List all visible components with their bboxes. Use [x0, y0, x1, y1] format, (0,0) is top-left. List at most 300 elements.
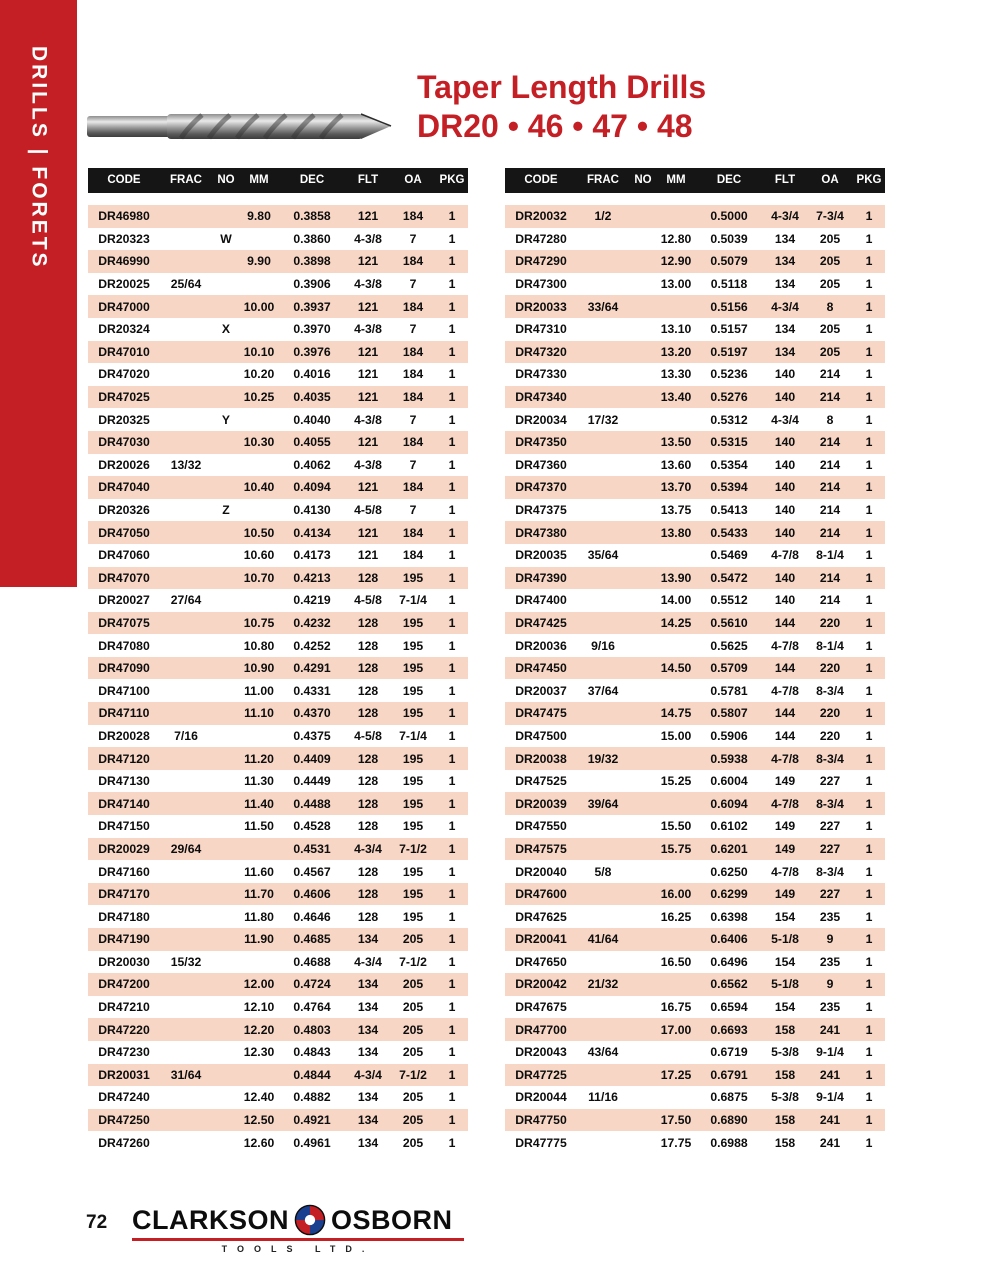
cell-flt: 4-3/8: [354, 457, 382, 472]
cell-frac: 29/64: [170, 841, 202, 856]
brand-wordmark: [132, 1204, 464, 1236]
cell-flt: 128: [357, 706, 379, 721]
cell-code: DR20029: [98, 841, 150, 856]
cell-code: DR47550: [515, 819, 567, 834]
cell-flt: 4-3/8: [354, 322, 382, 337]
cell-code: DR47575: [515, 841, 567, 856]
cell-code: DR47330: [515, 367, 567, 382]
cell-code: DR47210: [98, 1000, 150, 1015]
cell-mm: [240, 1064, 278, 1087]
cell-oa: 184: [402, 548, 424, 563]
table-row: [88, 860, 468, 883]
cell-dec: 0.5906: [710, 728, 748, 743]
table-row: [505, 499, 885, 522]
cell-frac: [160, 250, 212, 273]
cell-mm: [657, 973, 695, 996]
cell-code: DR20325: [98, 412, 150, 427]
cell-code: DR20044: [515, 1090, 567, 1105]
cell-oa: 7: [409, 322, 417, 337]
tables-area: [88, 168, 885, 1154]
cell-pkg: 1: [865, 457, 873, 472]
cell-oa: 195: [402, 864, 424, 879]
cell-frac: [160, 408, 212, 431]
drill-table-left: [88, 168, 468, 1154]
cell-code: DR47180: [98, 909, 150, 924]
table-row: [88, 318, 468, 341]
table-row: [88, 341, 468, 364]
cell-code: DR47310: [515, 322, 567, 337]
cell-dec: 0.4606: [293, 887, 331, 902]
cell-mm: [657, 544, 695, 567]
cell-oa: 7: [409, 277, 417, 292]
cell-pkg: 1: [865, 503, 873, 518]
cell-pkg: 1: [448, 367, 456, 382]
cell-frac: [577, 431, 629, 454]
cell-frac: [160, 499, 212, 522]
cell-mm: 13.10: [660, 322, 692, 337]
cell-flt: 128: [357, 570, 379, 585]
cell-mm: 11.90: [244, 932, 274, 947]
cell-no: X: [221, 322, 231, 337]
cell-oa: 220: [819, 615, 841, 630]
cell-oa: 214: [819, 367, 841, 382]
table-row: [505, 567, 885, 590]
cell-pkg: 1: [865, 593, 873, 608]
cell-code: DR47170: [98, 887, 150, 902]
cell-flt: 140: [774, 367, 796, 382]
cell-flt: 4-3/4: [771, 299, 799, 314]
cell-pkg: 1: [448, 457, 456, 472]
cell-flt: 4-7/8: [771, 751, 799, 766]
cell-dec: 0.5312: [710, 412, 748, 427]
cell-frac: [160, 1131, 212, 1154]
cell-frac: [577, 951, 629, 974]
cell-flt: 134: [357, 1000, 379, 1015]
table-row: [88, 679, 468, 702]
cell-oa: 205: [819, 277, 841, 292]
cell-frac: [160, 883, 212, 906]
cell-no: [629, 951, 657, 974]
cell-code: DR47350: [515, 435, 567, 450]
table-row: [88, 973, 468, 996]
cell-no: [629, 318, 657, 341]
cell-no: [629, 205, 657, 228]
cell-pkg: 1: [865, 909, 873, 924]
cell-no: [212, 544, 240, 567]
cell-oa: 9-1/4: [816, 1045, 844, 1060]
cell-frac: 27/64: [170, 593, 202, 608]
cell-code: DR47280: [515, 231, 567, 246]
cell-flt: 4-3/4: [354, 841, 382, 856]
cell-mm: [657, 928, 695, 951]
cell-no: [629, 792, 657, 815]
drill-bit-image: [85, 104, 393, 148]
cell-dec: 0.4134: [293, 525, 331, 540]
cell-pkg: 1: [865, 841, 873, 856]
cell-frac: [577, 815, 629, 838]
cell-oa: 205: [402, 977, 424, 992]
cell-no: [212, 928, 240, 951]
cell-flt: 134: [357, 1135, 379, 1150]
cell-oa: 195: [402, 909, 424, 924]
cell-no: [629, 273, 657, 296]
cell-flt: 5-3/8: [771, 1090, 799, 1105]
cell-flt: 128: [357, 864, 379, 879]
cell-oa: 8-1/4: [816, 548, 844, 563]
cell-pkg: 1: [865, 728, 873, 743]
cell-oa: 195: [402, 661, 424, 676]
cell-oa: 227: [819, 841, 841, 856]
cell-oa: 184: [402, 254, 424, 269]
cell-pkg: 1: [448, 864, 456, 879]
cell-code: DR47120: [98, 751, 150, 766]
cell-dec: 0.5413: [710, 503, 748, 518]
column-header-mm: MM: [657, 168, 695, 205]
cell-dec: 0.6791: [710, 1067, 748, 1082]
cell-frac: 7/16: [174, 728, 198, 743]
cell-no: [212, 386, 240, 409]
cell-mm: [657, 747, 695, 770]
table-row: [505, 883, 885, 906]
brand-logo: [132, 1204, 464, 1254]
table-row: [88, 1086, 468, 1109]
cell-no: [629, 1041, 657, 1064]
cell-mm: 10.80: [243, 638, 275, 653]
cell-dec: 0.4375: [293, 728, 331, 743]
cell-frac: [160, 634, 212, 657]
cell-dec: 0.5315: [710, 435, 748, 450]
cell-dec: 0.4488: [293, 796, 331, 811]
cell-mm: 12.20: [243, 1022, 275, 1037]
cell-pkg: 1: [865, 277, 873, 292]
cell-pkg: 1: [865, 412, 873, 427]
cell-frac: [577, 386, 629, 409]
cell-no: W: [220, 231, 232, 246]
cell-flt: 4-3/4: [771, 209, 799, 224]
cell-no: [212, 883, 240, 906]
cell-pkg: 1: [865, 344, 873, 359]
cell-pkg: 1: [448, 503, 456, 518]
cell-code: DR20323: [98, 231, 150, 246]
cell-flt: 144: [774, 661, 796, 676]
cell-pkg: 1: [448, 231, 456, 246]
cell-no: [629, 973, 657, 996]
cell-frac: 5/8: [594, 864, 612, 879]
cell-flt: 134: [357, 1090, 379, 1105]
cell-pkg: 1: [448, 254, 456, 269]
cell-pkg: 1: [865, 887, 873, 902]
cell-no: [212, 634, 240, 657]
cell-mm: 14.00: [660, 593, 692, 608]
cell-code: DR47675: [515, 1000, 567, 1015]
cell-dec: 0.6693: [710, 1022, 748, 1037]
cell-oa: 195: [402, 615, 424, 630]
cell-frac: [577, 1064, 629, 1087]
table-row: [88, 838, 468, 861]
cell-no: [212, 1064, 240, 1087]
cell-frac: [577, 318, 629, 341]
table-row: [505, 205, 885, 228]
cell-code: DR47390: [515, 570, 567, 585]
cell-code: DR47320: [515, 344, 567, 359]
cell-dec: 0.5394: [710, 480, 748, 495]
cell-pkg: 1: [448, 841, 456, 856]
cell-dec: 0.5236: [710, 367, 748, 382]
cell-no: [212, 1086, 240, 1109]
cell-dec: 0.5000: [710, 209, 748, 224]
cell-oa: 195: [402, 683, 424, 698]
cell-code: DR47425: [515, 615, 567, 630]
cell-oa: 9-1/4: [816, 1090, 844, 1105]
cell-frac: [577, 1109, 629, 1132]
cell-mm: 15.75: [660, 841, 692, 856]
cell-no: [212, 905, 240, 928]
cell-frac: 35/64: [587, 548, 619, 563]
cell-flt: 5-1/8: [771, 932, 799, 947]
cell-dec: 0.4130: [293, 503, 331, 518]
cell-dec: 0.5433: [710, 525, 748, 540]
cell-code: DR20040: [515, 864, 567, 879]
cell-oa: 8-3/4: [816, 796, 844, 811]
cell-flt: 134: [774, 231, 796, 246]
cell-mm: 16.50: [660, 954, 692, 969]
cell-dec: 0.3860: [293, 231, 331, 246]
cell-code: DR47250: [98, 1113, 150, 1128]
cell-frac: [160, 1109, 212, 1132]
cell-frac: [577, 454, 629, 477]
cell-code: DR47290: [515, 254, 567, 269]
cell-pkg: 1: [865, 932, 873, 947]
cell-mm: 17.25: [660, 1067, 692, 1082]
cell-oa: 184: [402, 480, 424, 495]
table-row: [88, 792, 468, 815]
cell-oa: 7-1/2: [399, 1067, 427, 1082]
cell-no: [212, 657, 240, 680]
cell-no: [629, 996, 657, 1019]
cell-frac: [160, 341, 212, 364]
column-header-dec: DEC: [278, 168, 346, 205]
cell-code: DR47370: [515, 480, 567, 495]
cell-dec: 0.4567: [293, 864, 331, 879]
cell-mm: [240, 725, 278, 748]
cell-dec: 0.4531: [293, 841, 331, 856]
cell-dec: 0.3906: [293, 277, 331, 292]
cell-frac: [160, 860, 212, 883]
cell-mm: [657, 1086, 695, 1109]
cell-no: [629, 725, 657, 748]
cell-mm: 12.10: [243, 1000, 275, 1015]
cell-dec: 0.4040: [293, 412, 331, 427]
table-row: [505, 905, 885, 928]
table-row: [88, 1131, 468, 1154]
cell-oa: 227: [819, 887, 841, 902]
cell-code: DR47110: [98, 706, 150, 721]
cell-pkg: 1: [865, 1135, 873, 1150]
table-row: [505, 1131, 885, 1154]
cell-oa: 214: [819, 525, 841, 540]
cell-code: DR20032: [515, 209, 567, 224]
cell-mm: 13.00: [660, 277, 692, 292]
cell-oa: 235: [819, 909, 841, 924]
cell-flt: 4-7/8: [771, 683, 799, 698]
cell-pkg: 1: [865, 1022, 873, 1037]
cell-oa: 205: [402, 1113, 424, 1128]
cell-no: [212, 996, 240, 1019]
cell-oa: 184: [402, 344, 424, 359]
cell-pkg: 1: [865, 322, 873, 337]
cell-frac: [577, 476, 629, 499]
cell-dec: 0.6299: [710, 887, 748, 902]
cell-code: DR47090: [98, 661, 150, 676]
cell-code: DR47160: [98, 864, 150, 879]
table-row: [88, 476, 468, 499]
cell-dec: 0.6890: [710, 1113, 748, 1128]
cell-code: DR47700: [515, 1022, 567, 1037]
cell-oa: 235: [819, 1000, 841, 1015]
cell-no: [629, 1018, 657, 1041]
cell-dec: 0.6406: [710, 932, 748, 947]
cell-flt: 128: [357, 774, 379, 789]
cell-dec: 0.5709: [710, 661, 748, 676]
cell-oa: 9: [826, 932, 834, 947]
cell-flt: 4-3/8: [354, 277, 382, 292]
cell-pkg: 1: [448, 480, 456, 495]
table-row: [505, 1064, 885, 1087]
cell-code: DR47200: [98, 977, 150, 992]
cell-dec: 0.4035: [293, 390, 331, 405]
cell-code: DR20043: [515, 1045, 567, 1060]
cell-dec: 0.6562: [710, 977, 748, 992]
table-row: [88, 228, 468, 251]
cell-code: DR20031: [98, 1067, 150, 1082]
cell-mm: 10.00: [243, 299, 275, 314]
cell-mm: 11.70: [244, 887, 274, 902]
cell-no: [212, 205, 240, 228]
cell-oa: 8-1/4: [816, 638, 844, 653]
cell-oa: 205: [819, 322, 841, 337]
cell-dec: 0.6988: [710, 1135, 748, 1150]
cell-mm: 10.60: [243, 548, 275, 563]
cell-code: DR20326: [98, 503, 150, 518]
cell-no: Z: [222, 503, 230, 518]
table-row: [88, 544, 468, 567]
cell-no: [212, 815, 240, 838]
cell-code: DR20039: [515, 796, 567, 811]
cell-no: [212, 702, 240, 725]
cell-dec: 0.6875: [710, 1090, 748, 1105]
cell-pkg: 1: [448, 909, 456, 924]
cell-code: DR47060: [98, 548, 150, 563]
column-header-flt: FLT: [346, 168, 390, 205]
cell-pkg: 1: [448, 435, 456, 450]
cell-mm: [657, 1041, 695, 1064]
cell-oa: 7-1/2: [399, 841, 427, 856]
cell-code: DR47230: [98, 1045, 150, 1060]
cell-frac: 1/2: [594, 209, 612, 224]
cell-code: DR47600: [515, 887, 567, 902]
cell-flt: 134: [357, 1045, 379, 1060]
cell-dec: 0.4843: [293, 1045, 331, 1060]
table-row: [505, 228, 885, 251]
cell-flt: 140: [774, 525, 796, 540]
cell-code: DR47040: [98, 480, 150, 495]
cell-pkg: 1: [865, 638, 873, 653]
table-row: [505, 770, 885, 793]
cell-mm: [240, 228, 278, 251]
cell-dec: 0.4252: [293, 638, 331, 653]
cell-mm: 12.50: [243, 1113, 275, 1128]
cell-mm: [657, 408, 695, 431]
cell-pkg: 1: [448, 887, 456, 902]
cell-mm: 10.30: [243, 435, 275, 450]
cell-no: [629, 408, 657, 431]
cell-oa: 214: [819, 457, 841, 472]
cell-mm: 15.00: [660, 728, 692, 743]
cell-code: DR47750: [515, 1113, 567, 1128]
cell-dec: 0.4882: [293, 1090, 331, 1105]
cell-code: DR47080: [98, 638, 150, 653]
cell-no: [629, 454, 657, 477]
page-title: Taper Length Drills: [417, 69, 707, 105]
cell-no: [629, 815, 657, 838]
header-row: [88, 168, 468, 205]
cell-no: [212, 1131, 240, 1154]
cell-frac: [160, 544, 212, 567]
cell-frac: 41/64: [587, 932, 619, 947]
cell-mm: 16.75: [660, 1000, 692, 1015]
cell-oa: 227: [819, 774, 841, 789]
cell-oa: 8: [826, 299, 834, 314]
cell-flt: 121: [357, 209, 379, 224]
cell-pkg: 1: [865, 615, 873, 630]
table-row: [505, 589, 885, 612]
cell-oa: 9: [826, 977, 834, 992]
table-row: [505, 318, 885, 341]
table-row: [505, 1041, 885, 1064]
cell-dec: 0.5039: [710, 231, 748, 246]
cell-frac: [577, 905, 629, 928]
cell-dec: 0.4232: [293, 615, 331, 630]
cell-oa: 241: [819, 1135, 841, 1150]
cell-flt: 158: [774, 1113, 796, 1128]
cell-flt: 4-3/8: [354, 412, 382, 427]
table-row: [505, 951, 885, 974]
cell-code: DR47100: [98, 683, 150, 698]
cell-flt: 158: [774, 1067, 796, 1082]
cell-no: [629, 770, 657, 793]
cell-pkg: 1: [448, 615, 456, 630]
cell-frac: [160, 431, 212, 454]
cell-frac: [160, 386, 212, 409]
table-row: [505, 476, 885, 499]
cell-flt: 4-3/8: [354, 231, 382, 246]
cell-pkg: 1: [448, 977, 456, 992]
cell-oa: 205: [402, 1045, 424, 1060]
cell-mm: 11.40: [244, 796, 274, 811]
cell-code: DR47070: [98, 570, 150, 585]
cell-oa: 184: [402, 435, 424, 450]
cell-frac: [577, 883, 629, 906]
cell-mm: 12.90: [660, 254, 692, 269]
table-row: [505, 679, 885, 702]
cell-frac: [577, 250, 629, 273]
cell-dec: 0.4331: [293, 683, 331, 698]
cell-flt: 128: [357, 796, 379, 811]
table-row: [88, 454, 468, 477]
cell-mm: 11.30: [244, 774, 274, 789]
cell-frac: [160, 612, 212, 635]
table-row: [505, 454, 885, 477]
